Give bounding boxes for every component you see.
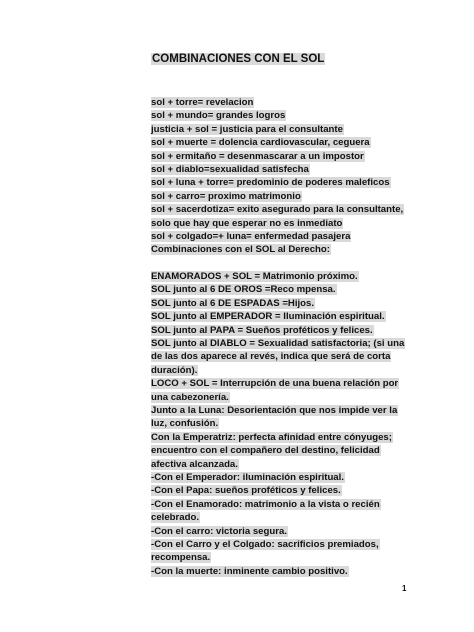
text-line [151, 270, 403, 283]
text-line [151, 538, 403, 551]
text-line [151, 217, 403, 230]
line-text: luz, confusión. [151, 418, 219, 430]
line-text: LOCO + SOL = Interrupción de una buena relación por [151, 378, 399, 390]
text-line [151, 96, 403, 109]
line-text: SOL junto al PAPA = Sueños proféticos y felices. [151, 324, 373, 336]
text-line [151, 498, 403, 511]
line-text: sol + mundo= grandes logros [151, 110, 286, 122]
line-text: sol + diablo=sexualidad satisfecha [151, 163, 309, 175]
line-text: sol + colgado=+ luna= enfermedad pasajera [151, 230, 351, 242]
text-line [151, 551, 403, 564]
line-text: celebrado. [151, 512, 199, 524]
text-line [151, 404, 403, 417]
text-line [151, 310, 403, 323]
line-text: de las dos aparece al revés, indica que será de corta [151, 351, 391, 363]
section-heading [151, 243, 403, 256]
line-text: -Con el Enamorado: matrimonio a la vista o recién [151, 498, 380, 510]
document-body [151, 96, 403, 578]
text-line [151, 431, 403, 444]
text-line [151, 324, 403, 337]
text-line [151, 163, 403, 176]
line-text: ENAMORADOS + SOL = Matrimonio próximo. [151, 271, 358, 283]
text-line [151, 377, 403, 390]
line-text: SOL junto al 6 DE OROS =Reco mpensa. [151, 284, 336, 296]
line-text: Con la Emperatriz: perfecta afinidad entre cónyuges; [151, 431, 392, 443]
text-line [151, 337, 403, 350]
text-line [151, 203, 403, 216]
line-text: SOL junto al 6 DE ESPADAS =Hijos. [151, 297, 315, 309]
text-line [151, 230, 403, 243]
text-line [151, 109, 403, 122]
text-line [151, 391, 403, 404]
blank-line [151, 257, 403, 270]
text-line [151, 565, 403, 578]
text-line [151, 458, 403, 471]
line-text: una cabezonería. [151, 391, 229, 403]
text-line [151, 176, 403, 189]
line-text: -Con el carro: victoria segura. [151, 525, 287, 537]
line-text: sol + ermitaño = desenmascarar a un impostor [151, 150, 364, 162]
text-line [151, 471, 403, 484]
line-text: recompensa. [151, 552, 211, 564]
line-text: SOL junto al EMPERADOR = Iluminación espiritual. [151, 311, 385, 323]
line-text: sol + sacerdotiza= exito asegurado para la consultante, [151, 204, 404, 216]
text-line [151, 283, 403, 296]
text-line [151, 417, 403, 430]
line-text: solo que hay que esperar no es inmediato [151, 217, 343, 229]
line-text: sol + torre= revelacion [151, 97, 254, 108]
text-line [151, 444, 403, 457]
line-text: sol + luna + torre= predominio de poderes maleficos [151, 177, 390, 189]
line-text: -Con el Emperador: iluminación espiritual. [151, 471, 344, 483]
text-line [151, 484, 403, 497]
line-text: sol + muerte = dolencia cardiovascular, ceguera [151, 137, 370, 149]
text-line [151, 136, 403, 149]
line-text: duración). [151, 364, 198, 376]
document-title [151, 52, 325, 67]
text-line [151, 297, 403, 310]
text-line [151, 525, 403, 538]
line-text: SOL junto al DIABLO = Sexualidad satisfactoria; (si una [151, 338, 405, 350]
line-text: Combinaciones con el SOL al Derecho: [151, 244, 330, 256]
text-line [151, 190, 403, 203]
line-text: Junto a la Luna: Desorientación que nos impide ver la [151, 404, 398, 416]
line-text: sol + carro= proximo matrimonio [151, 190, 301, 202]
text-line [151, 511, 403, 524]
page-number: 1 [402, 584, 407, 593]
document-title-text: COMBINACIONES CON EL SOL [152, 53, 325, 65]
line-text: justicia + sol = justicia para el consultante [151, 123, 343, 135]
line-text: -Con la muerte: inminente cambio positivo. [151, 565, 348, 577]
text-line [151, 123, 403, 136]
line-text: -Con el Papa: sueños proféticos y felices. [151, 485, 341, 497]
text-line [151, 150, 403, 163]
line-text: afectiva alcanzada. [151, 458, 238, 470]
text-line [151, 364, 403, 377]
line-text: -Con el Carro y el Colgado: sacrificios premiados, [151, 538, 379, 550]
text-line [151, 350, 403, 363]
line-text: encuentro con el compañero del destino, felicidad [151, 445, 380, 457]
